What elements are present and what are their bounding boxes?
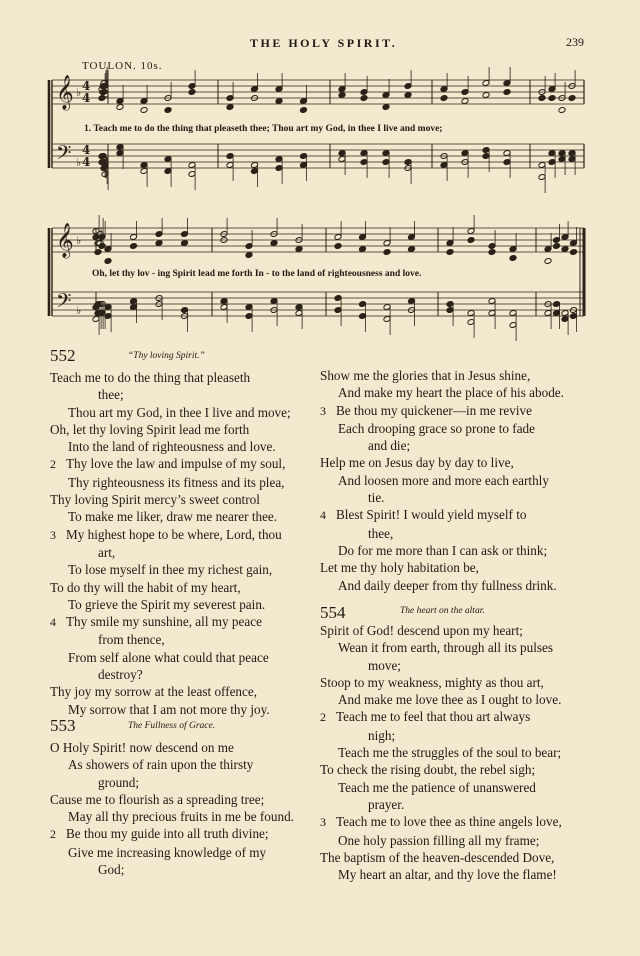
verse-number: 4 xyxy=(50,615,56,630)
note-head xyxy=(544,258,552,265)
verse-line xyxy=(320,622,595,639)
time-signature: 4 xyxy=(82,143,91,157)
verse-line xyxy=(320,402,595,420)
verse-line xyxy=(50,404,315,421)
verse-number: 3 xyxy=(320,403,326,418)
verse-line xyxy=(320,577,595,594)
verse-line xyxy=(50,544,315,561)
verse-line xyxy=(50,861,315,878)
verse-text: Oh, let thy loving Spirit lead me forth xyxy=(50,421,250,437)
note-head xyxy=(360,95,368,102)
treble-clef: 𝄞 xyxy=(56,223,74,258)
note-head xyxy=(188,89,196,96)
verse-text: My highest hope to be where, Lord, thou xyxy=(66,526,282,542)
verse-line xyxy=(50,631,315,648)
verse-number: 3 xyxy=(320,815,326,830)
verse-text: move; xyxy=(368,657,401,673)
verse-text: Teach me to love thee as thine angels love, xyxy=(336,814,562,830)
verse-text: destroy? xyxy=(98,667,143,683)
time-signature: 4 xyxy=(82,155,91,169)
verse-text: from thence, xyxy=(98,632,165,648)
lyric-line-2: Oh, let thy lov - ing Spirit lead me forth In - to the land of righteousness and love. xyxy=(92,269,422,279)
verse-line xyxy=(50,613,315,631)
verse-number: 3 xyxy=(50,527,56,542)
lyric-line-1: 1. Teach me to do the thing that pleaseth thee; Thou art my God, in thee I live and move; xyxy=(84,124,443,134)
verse-text: Be thou my quickener—in me revive xyxy=(336,402,532,418)
note-head xyxy=(164,107,172,114)
verse-text: And loosen more and more each earthly xyxy=(338,472,549,488)
verse-line xyxy=(320,708,595,726)
hymn-553-text xyxy=(50,739,315,878)
verse-line xyxy=(320,761,595,778)
verse-line xyxy=(50,526,315,544)
verse-text: Spirit of God! descend upon my heart; xyxy=(320,623,523,638)
note-head xyxy=(359,246,367,253)
verse-line xyxy=(50,579,315,596)
flat-sign: ♭ xyxy=(76,304,82,317)
verse-text: Help me on Jesus day by day to live, xyxy=(320,455,514,471)
page-number: 239 xyxy=(566,35,584,49)
note-head xyxy=(295,246,303,253)
verse-line xyxy=(50,791,315,808)
verse-text: To grieve the Spirit my severest pain. xyxy=(68,596,266,612)
verse-line xyxy=(50,683,315,700)
verse-line xyxy=(320,849,595,866)
verse-text: My sorrow that I am not more thy joy. xyxy=(68,701,270,717)
verse-text: Let me thy holy habitation be, xyxy=(320,560,479,576)
note-head xyxy=(568,95,576,102)
verse-line xyxy=(320,796,595,813)
time-signature: 4 xyxy=(82,79,91,93)
verse-text: Wean it from earth, through all its pulses xyxy=(338,640,554,656)
verse-line xyxy=(50,844,315,861)
verse-line xyxy=(320,525,595,542)
note-head xyxy=(382,104,390,111)
verse-line xyxy=(50,421,315,438)
verse-line xyxy=(320,542,595,559)
note-head xyxy=(226,104,234,111)
verse-line xyxy=(320,727,595,744)
verse-text: Teach me the struggles of the soul to bear; xyxy=(338,745,562,761)
hymn-554-text xyxy=(320,622,595,883)
verse-text: To do thy will the habit of my heart, xyxy=(50,579,241,595)
verse-line xyxy=(50,701,315,718)
hymn-554-subtitle: The heart on the altar. xyxy=(400,606,485,616)
note-head xyxy=(275,98,283,105)
verse-line xyxy=(320,744,595,761)
bass-clef: 𝄢 xyxy=(56,289,72,317)
verse-text: Each drooping grace so prone to fade xyxy=(338,420,536,436)
verse-text: To check the rising doubt, the rebel sigh; xyxy=(320,762,536,778)
hymn-number-552: 552 xyxy=(50,346,76,365)
verse-text: prayer. xyxy=(368,796,405,812)
verse-line xyxy=(320,367,595,384)
note-head xyxy=(104,258,112,265)
verse-line xyxy=(50,666,315,683)
note-head xyxy=(446,249,454,256)
verse-line xyxy=(50,561,315,578)
tune-name: TOULON. xyxy=(82,60,137,72)
note-head xyxy=(300,107,308,114)
note-head xyxy=(140,107,148,114)
note-head xyxy=(408,246,416,253)
verse-line xyxy=(320,559,595,576)
verse-text: tie. xyxy=(368,490,385,506)
note-head xyxy=(155,240,163,247)
verse-line xyxy=(320,384,595,401)
verse-line xyxy=(320,489,595,506)
verse-text: Teach me to feel that thou art always xyxy=(336,709,531,725)
note-head xyxy=(503,89,511,96)
note-head xyxy=(538,95,546,102)
verse-text: Thou art my God, in thee I live and move; xyxy=(68,404,291,420)
verse-text: Do for me more than I can ask or think; xyxy=(338,542,548,558)
note-head xyxy=(570,249,578,256)
verse-line xyxy=(50,774,315,791)
hymn-553-subtitle: The Fullness of Grace. xyxy=(128,721,216,731)
verse-text: ground; xyxy=(98,774,140,790)
verse-line xyxy=(320,779,595,796)
verse-text: nigh; xyxy=(368,727,396,743)
note-head xyxy=(270,240,278,247)
hymn-552-text xyxy=(50,369,315,718)
verse-text: Teach me to do the thing that pleaseth xyxy=(50,370,251,385)
verse-text: thee, xyxy=(368,525,394,541)
verse-number: 2 xyxy=(50,457,56,472)
verse-line xyxy=(50,386,315,403)
hymn-553-continued xyxy=(320,367,595,594)
flat-sign: ♭ xyxy=(76,86,82,99)
verse-line xyxy=(320,657,595,674)
verse-line xyxy=(50,438,315,455)
verse-text: Blest Spirit! I would yield myself to xyxy=(336,507,527,523)
verse-line xyxy=(320,506,595,524)
note-head xyxy=(561,246,569,253)
verse-number: 2 xyxy=(320,710,326,725)
verse-line xyxy=(320,691,595,708)
verse-line xyxy=(50,369,315,386)
verse-text: Teach me the patience of unanswered xyxy=(338,779,536,795)
treble-clef: 𝄞 xyxy=(56,75,74,110)
verse-line xyxy=(50,756,315,773)
page-title: THE HOLY SPIRIT. xyxy=(250,36,398,50)
note-head xyxy=(130,243,138,250)
verse-text: May all thy precious fruits in me be found. xyxy=(68,809,294,825)
verse-line xyxy=(320,813,595,831)
note-head xyxy=(338,92,346,99)
note-head xyxy=(383,249,391,256)
verse-text: God; xyxy=(98,862,125,878)
verse-text: Thy love the law and impulse of my soul, xyxy=(66,456,286,472)
verse-text: Thy joy my sorrow at the least offence, xyxy=(50,684,258,700)
hymn-number-554: 554 xyxy=(320,603,346,622)
verse-text: art, xyxy=(98,544,116,560)
verse-line xyxy=(320,472,595,489)
verse-text: And daily deeper from thy fullness drink. xyxy=(338,577,557,593)
note-head xyxy=(334,243,342,250)
verse-text: Show me the glories that in Jesus shine, xyxy=(320,368,531,383)
note-head xyxy=(94,249,102,256)
verse-line xyxy=(50,455,315,473)
hymn-number-553: 553 xyxy=(50,716,76,735)
flat-sign: ♭ xyxy=(76,234,82,247)
verse-line xyxy=(50,649,315,666)
tune-meter: 10s. xyxy=(140,60,163,72)
verse-text: And make me love thee as I ought to love. xyxy=(338,692,562,708)
verse-line xyxy=(50,596,315,613)
note-head xyxy=(558,107,566,114)
verse-line xyxy=(320,420,595,437)
verse-text: Into the land of righteousness and love. xyxy=(68,439,276,455)
verse-text: Cause me to flourish as a spreading tree; xyxy=(50,791,265,807)
flat-sign: ♭ xyxy=(76,156,82,169)
note-head xyxy=(181,240,189,247)
verse-text: To lose myself in thee my richest gain, xyxy=(68,562,273,578)
verse-line xyxy=(50,508,315,525)
verse-line xyxy=(320,674,595,691)
note-head xyxy=(467,237,475,244)
verse-number: 2 xyxy=(50,827,56,842)
verse-text: Thy righteousness its fitness and its plea, xyxy=(68,474,285,490)
verse-text: Be thou my guide into all truth divine; xyxy=(66,826,269,842)
verse-text: Thy loving Spirit mercy’s sweet control xyxy=(50,492,260,508)
verse-line xyxy=(50,825,315,843)
verse-text: Thy smile my sunshine, all my peace xyxy=(66,614,262,630)
verse-line xyxy=(50,808,315,825)
note-head xyxy=(482,92,490,99)
note-head xyxy=(116,104,124,111)
verse-text: From self alone what could that peace xyxy=(68,649,269,665)
note-head xyxy=(404,92,412,99)
bass-clef: 𝄢 xyxy=(56,141,72,169)
time-signature: 4 xyxy=(82,91,91,105)
verse-text: Stoop to my weakness, mighty as thou art, xyxy=(320,674,544,690)
verse-text: O Holy Spirit! now descend on me xyxy=(50,740,234,755)
verse-text: My heart an altar, and thy love the flame! xyxy=(338,867,557,883)
verse-line xyxy=(320,866,595,883)
note-head xyxy=(440,95,448,102)
verse-line xyxy=(320,437,595,454)
verse-line xyxy=(50,739,315,756)
verse-text: The baptism of the heaven-descended Dove, xyxy=(320,849,555,865)
music-score xyxy=(0,0,640,345)
note-head xyxy=(553,243,561,250)
note-head xyxy=(548,95,556,102)
hymn-552-subtitle: “Thy loving Spirit.” xyxy=(128,351,205,361)
verse-line xyxy=(50,491,315,508)
verse-text: And make my heart the place of his abode. xyxy=(338,385,564,401)
note-head xyxy=(461,98,469,105)
verse-line xyxy=(320,832,595,849)
note-head xyxy=(245,252,253,259)
verse-line xyxy=(320,454,595,471)
verse-line xyxy=(320,639,595,656)
verse-text: As showers of rain upon the thirsty xyxy=(68,757,254,773)
verse-text: Give me increasing knowledge of my xyxy=(68,844,267,860)
note-head xyxy=(92,234,100,241)
note-head xyxy=(488,249,496,256)
verse-text: One holy passion filling all my frame; xyxy=(338,832,540,848)
verse-text: and die; xyxy=(368,438,411,454)
verse-text: thee; xyxy=(98,387,124,403)
note-head xyxy=(509,255,517,262)
verse-number: 4 xyxy=(320,508,326,523)
verse-text: To make me liker, draw me nearer thee. xyxy=(68,509,278,525)
verse-line xyxy=(50,474,315,491)
